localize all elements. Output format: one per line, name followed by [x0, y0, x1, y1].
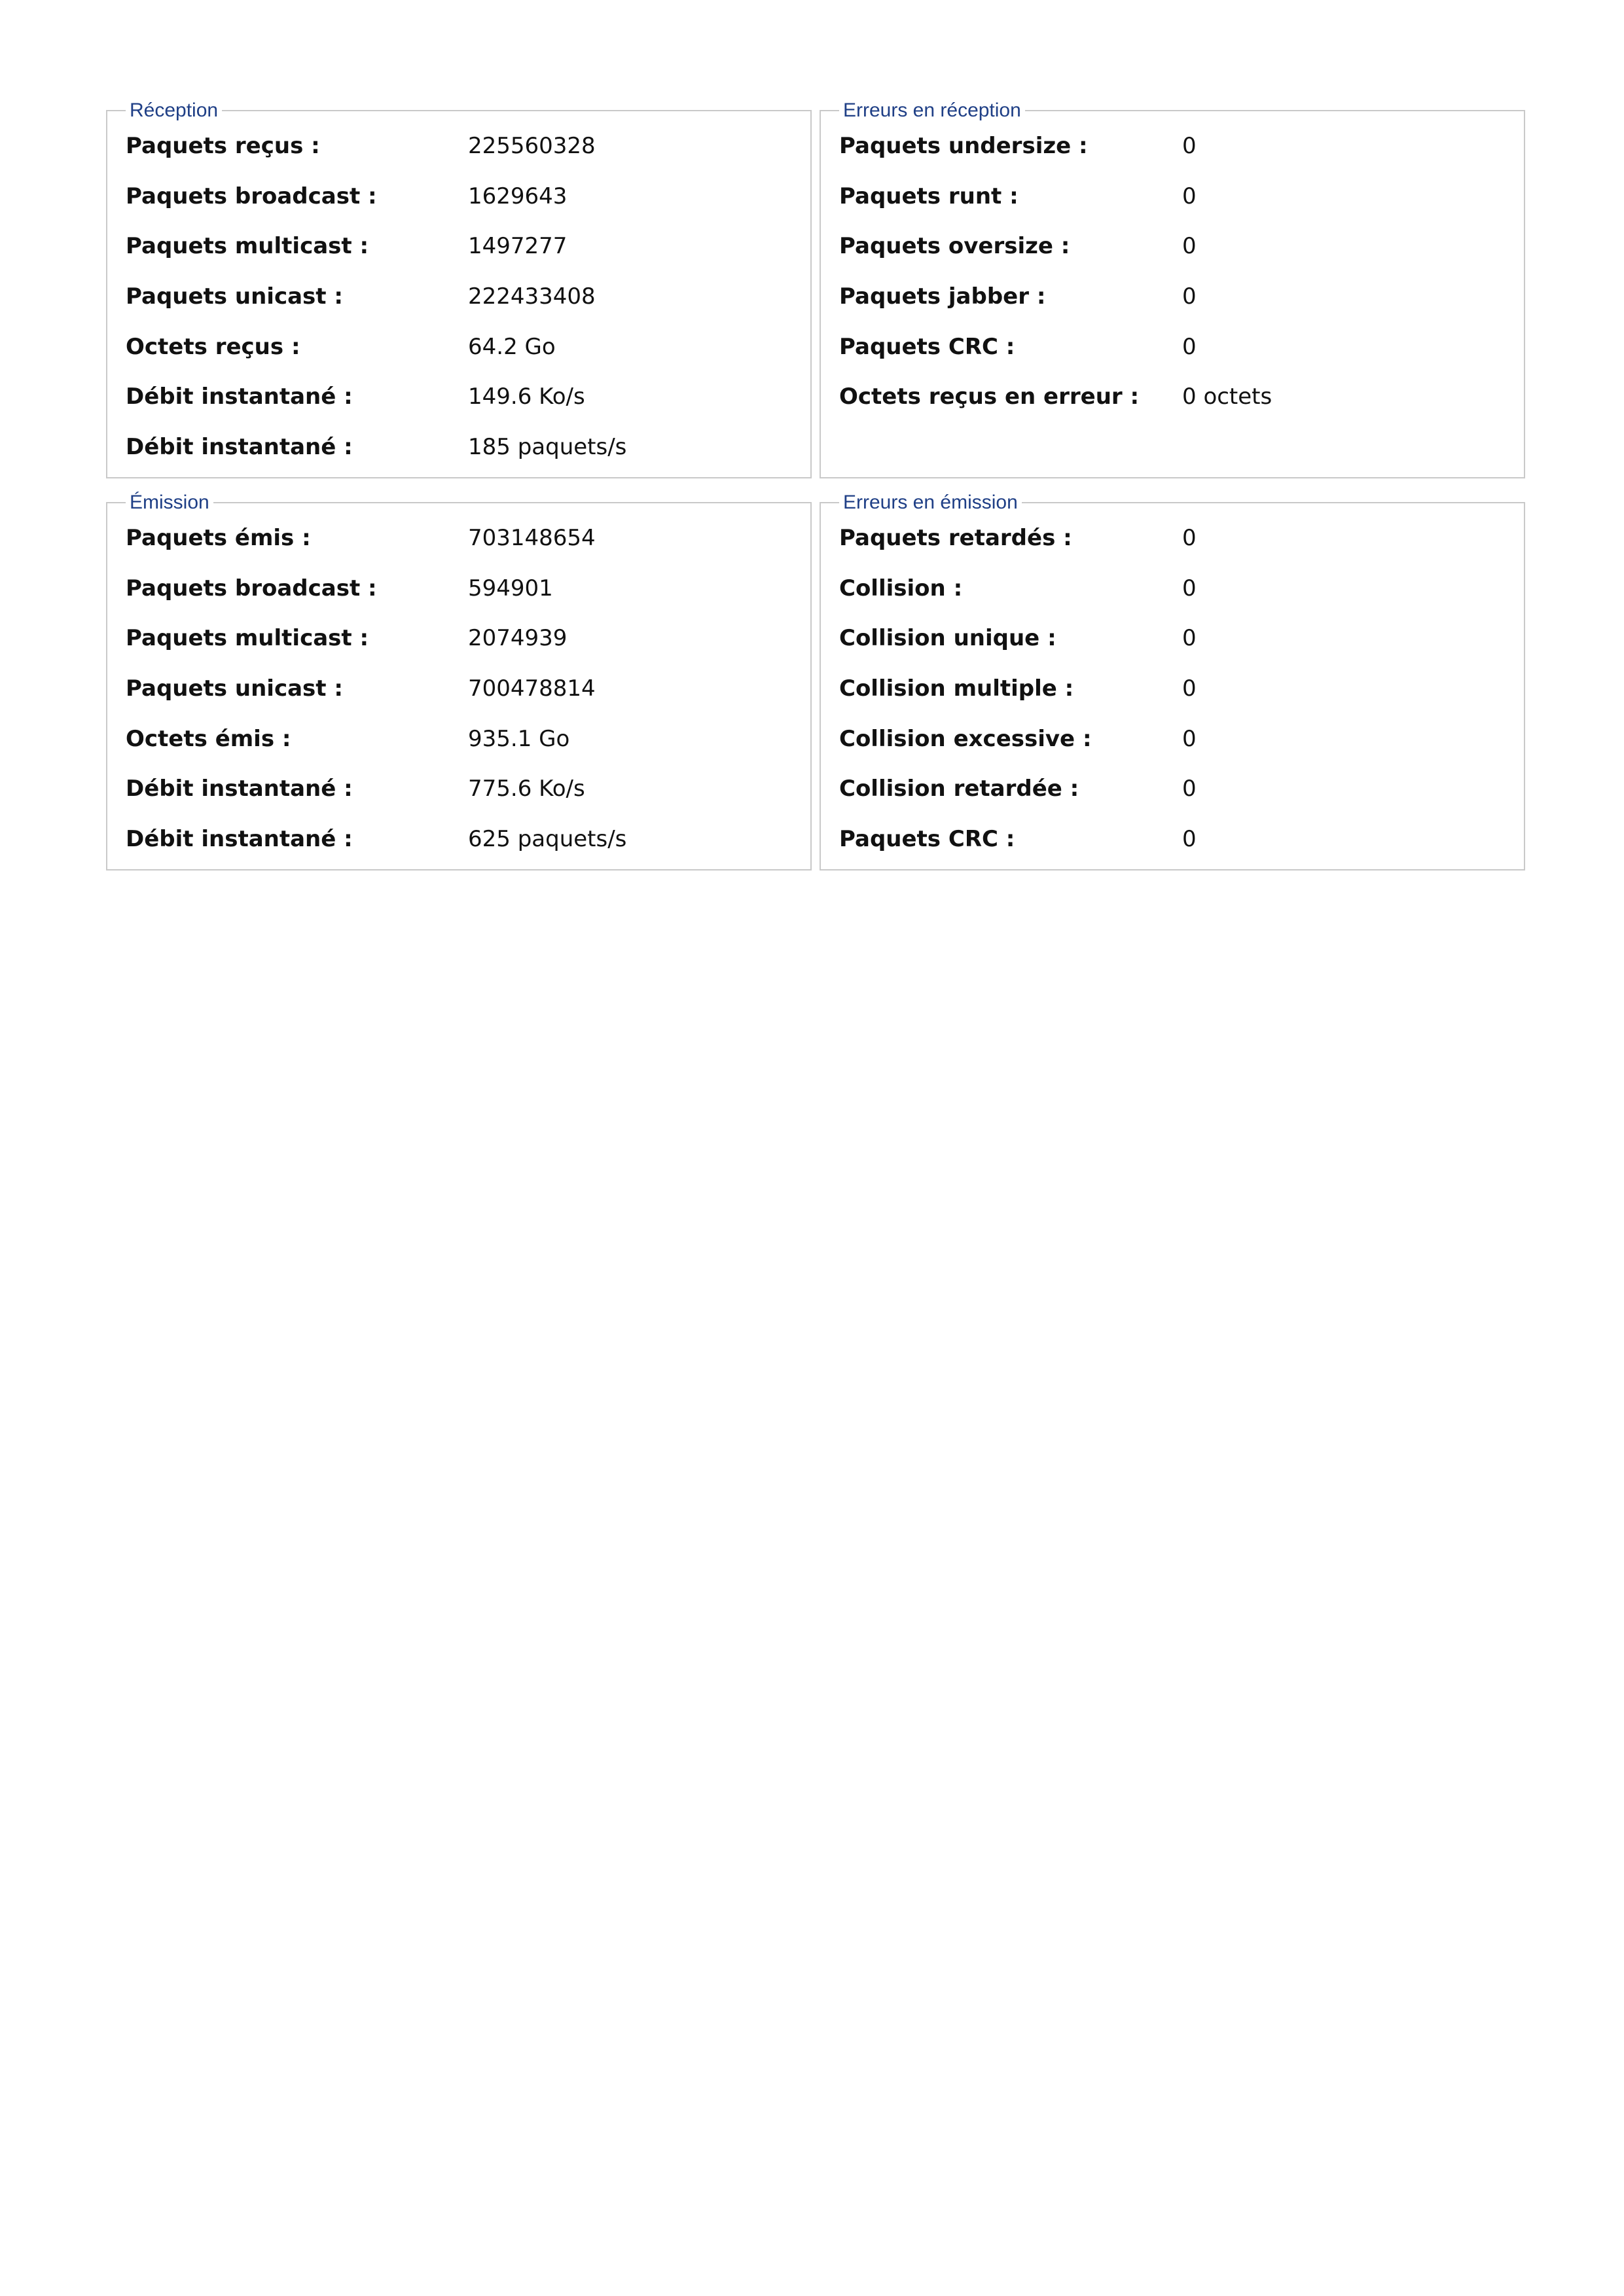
- stat-value: 2074939: [468, 625, 568, 651]
- emission-row-rate-packets: [126, 825, 780, 853]
- rx-error-row-bytes-in-error: [839, 382, 1494, 411]
- tx-error-row-crc: [839, 825, 1494, 853]
- stat-value: 0: [1182, 525, 1197, 551]
- stat-label: Paquets undersize :: [839, 133, 1088, 159]
- tx-error-row-collision: [839, 574, 1494, 603]
- stat-value: 0: [1182, 183, 1197, 209]
- stat-label: Débit instantané :: [126, 434, 353, 460]
- stat-label: Collision unique :: [839, 625, 1056, 651]
- stat-value: 1497277: [468, 233, 568, 259]
- stat-value: 0: [1182, 625, 1197, 651]
- emission-row-unicast: [126, 674, 780, 703]
- reception-errors-title: Erreurs en réception: [839, 99, 1025, 122]
- stat-label: Paquets émis :: [126, 525, 311, 551]
- stat-label: Paquets multicast :: [126, 625, 369, 651]
- stat-label: Débit instantané :: [126, 826, 353, 852]
- stat-label: Octets reçus en erreur :: [839, 384, 1140, 410]
- reception-row-packets-received: [126, 132, 780, 160]
- stat-label: Paquets reçus :: [126, 133, 320, 159]
- stat-value: 0: [1182, 675, 1197, 702]
- stat-value: 0: [1182, 283, 1197, 310]
- stat-label: Collision excessive :: [839, 726, 1092, 752]
- tx-error-row-delayed: [839, 524, 1494, 552]
- stat-label: Paquets broadcast :: [126, 183, 377, 209]
- stat-value: 700478814: [468, 675, 596, 702]
- emission-panel: [106, 492, 812, 870]
- emission-row-rate-bytes: [126, 774, 780, 803]
- emission-row-multicast: [126, 624, 780, 653]
- reception-errors-panel: [820, 99, 1525, 478]
- tx-error-row-excessive-collision: [839, 725, 1494, 753]
- stat-label: Paquets jabber :: [839, 283, 1046, 310]
- reception-row-broadcast: [126, 182, 780, 211]
- emission-row-packets-sent: [126, 524, 780, 552]
- stat-label: Octets émis :: [126, 726, 291, 752]
- stat-label: Paquets retardés :: [839, 525, 1072, 551]
- stat-value: 0: [1182, 826, 1197, 852]
- stat-label: Paquets CRC :: [839, 826, 1015, 852]
- stat-value: 0: [1182, 575, 1197, 601]
- stat-value: 0: [1182, 334, 1197, 360]
- tx-error-row-multiple-collision: [839, 674, 1494, 703]
- rx-error-row-jabber: [839, 282, 1494, 311]
- emission-errors-title: Erreurs en émission: [839, 491, 1022, 514]
- stat-value: 225560328: [468, 133, 596, 159]
- stat-value: 64.2 Go: [468, 334, 556, 360]
- stat-label: Paquets oversize :: [839, 233, 1070, 259]
- stat-value: 0: [1182, 233, 1197, 259]
- reception-row-bytes: [126, 332, 780, 361]
- stat-label: Débit instantané :: [126, 776, 353, 802]
- reception-row-unicast: [126, 282, 780, 311]
- stat-value: 594901: [468, 575, 553, 601]
- reception-row-multicast: [126, 232, 780, 260]
- stat-label: Paquets multicast :: [126, 233, 369, 259]
- stat-label: Paquets broadcast :: [126, 575, 377, 601]
- stat-value: 1629643: [468, 183, 568, 209]
- stat-label: Octets reçus :: [126, 334, 300, 360]
- stat-label: Collision :: [839, 575, 963, 601]
- rx-error-row-undersize: [839, 132, 1494, 160]
- stat-value: 222433408: [468, 283, 596, 310]
- stat-value: 185 paquets/s: [468, 434, 627, 460]
- emission-errors-panel: [820, 492, 1525, 870]
- stat-label: Débit instantané :: [126, 384, 353, 410]
- emission-row-broadcast: [126, 574, 780, 603]
- stat-value: 775.6 Ko/s: [468, 776, 585, 802]
- rx-error-row-runt: [839, 182, 1494, 211]
- reception-panel: [106, 99, 812, 478]
- stat-value: 0: [1182, 726, 1197, 752]
- stat-value: 625 paquets/s: [468, 826, 627, 852]
- stat-label: Paquets CRC :: [839, 334, 1015, 360]
- reception-row-rate-packets: [126, 433, 780, 461]
- stat-label: Collision multiple :: [839, 675, 1074, 702]
- rx-error-row-oversize: [839, 232, 1494, 260]
- stat-value: 0: [1182, 133, 1197, 159]
- stat-label: Collision retardée :: [839, 776, 1079, 802]
- stat-value: 149.6 Ko/s: [468, 384, 585, 410]
- emission-row-bytes: [126, 725, 780, 753]
- reception-row-rate-bytes: [126, 382, 780, 411]
- rx-error-row-crc: [839, 332, 1494, 361]
- stat-label: Paquets unicast :: [126, 283, 343, 310]
- stat-value: 0: [1182, 776, 1197, 802]
- stat-label: Paquets runt :: [839, 183, 1019, 209]
- emission-title: Émission: [126, 491, 213, 514]
- stat-value: 703148654: [468, 525, 596, 551]
- tx-error-row-late-collision: [839, 774, 1494, 803]
- tx-error-row-single-collision: [839, 624, 1494, 653]
- stat-label: Paquets unicast :: [126, 675, 343, 702]
- stat-value: 0 octets: [1182, 384, 1272, 410]
- stat-value: 935.1 Go: [468, 726, 570, 752]
- reception-title: Réception: [126, 99, 222, 122]
